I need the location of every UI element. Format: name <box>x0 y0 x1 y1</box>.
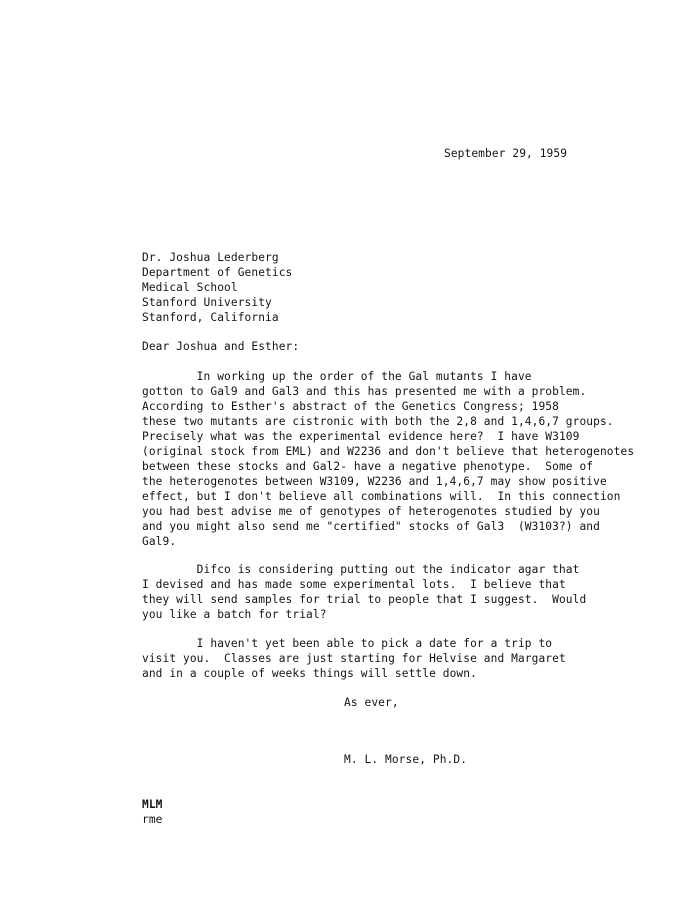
body-line: According to Esther's abstract of the Genetics Congress; 1958 <box>142 400 559 413</box>
body-line: they will send samples for trial to people that I suggest. Would <box>142 593 587 606</box>
signature: M. L. Morse, Ph.D. <box>344 753 468 766</box>
recipient-line: Stanford University <box>142 296 272 309</box>
body-line: you had best advise me of genotypes of heterogenotes studied by you <box>142 505 600 518</box>
body-line: gotton to Gal9 and Gal3 and this has presented me with a problem. <box>142 385 587 398</box>
salutation: Dear Joshua and Esther: <box>142 340 300 353</box>
closing: As ever, <box>344 696 399 709</box>
body-line: I devised and has made some experimental lots. I believe that <box>142 578 566 591</box>
body-line: (original stock from EML) and W2236 and don't believe that heterogenotes <box>142 445 635 458</box>
body-line: between these stocks and Gal2- have a negative phenotype. Some of <box>142 460 594 473</box>
body-line: the heterogenotes between W3109, W2236 and 1,4,6,7 may show positive <box>142 475 607 488</box>
body-line: Precisely what was the experimental evidence here? I have W3109 <box>142 430 580 443</box>
typist-initials: rme <box>142 813 163 826</box>
recipient-line: Dr. Joshua Lederberg <box>142 251 279 264</box>
body-line: and in a couple of weeks things will settle down. <box>142 667 477 680</box>
recipient-line: Department of Genetics <box>142 266 293 279</box>
letter-date: September 29, 1959 <box>444 147 568 160</box>
body-line: these two mutants are cistronic with both the 2,8 and 1,4,6,7 groups. <box>142 415 614 428</box>
recipient-line: Stanford, California <box>142 311 279 324</box>
body-line: Gal9. <box>142 535 177 548</box>
body-line: In working up the order of the Gal mutants I have <box>142 370 532 383</box>
recipient-line: Medical School <box>142 281 238 294</box>
body-line: and you might also send me "certified" stocks of Gal3 (W3103?) and <box>142 520 600 533</box>
body-line: Difco is considering putting out the indicator agar that <box>142 563 580 576</box>
body-line: you like a batch for trial? <box>142 608 327 621</box>
body-line: I haven't yet been able to pick a date for a trip to <box>142 637 553 650</box>
body-line: effect, but I don't believe all combinations will. In this connection <box>142 490 621 503</box>
author-initials: MLM <box>142 798 163 811</box>
body-line: visit you. Classes are just starting for Helvise and Margaret <box>142 652 566 665</box>
